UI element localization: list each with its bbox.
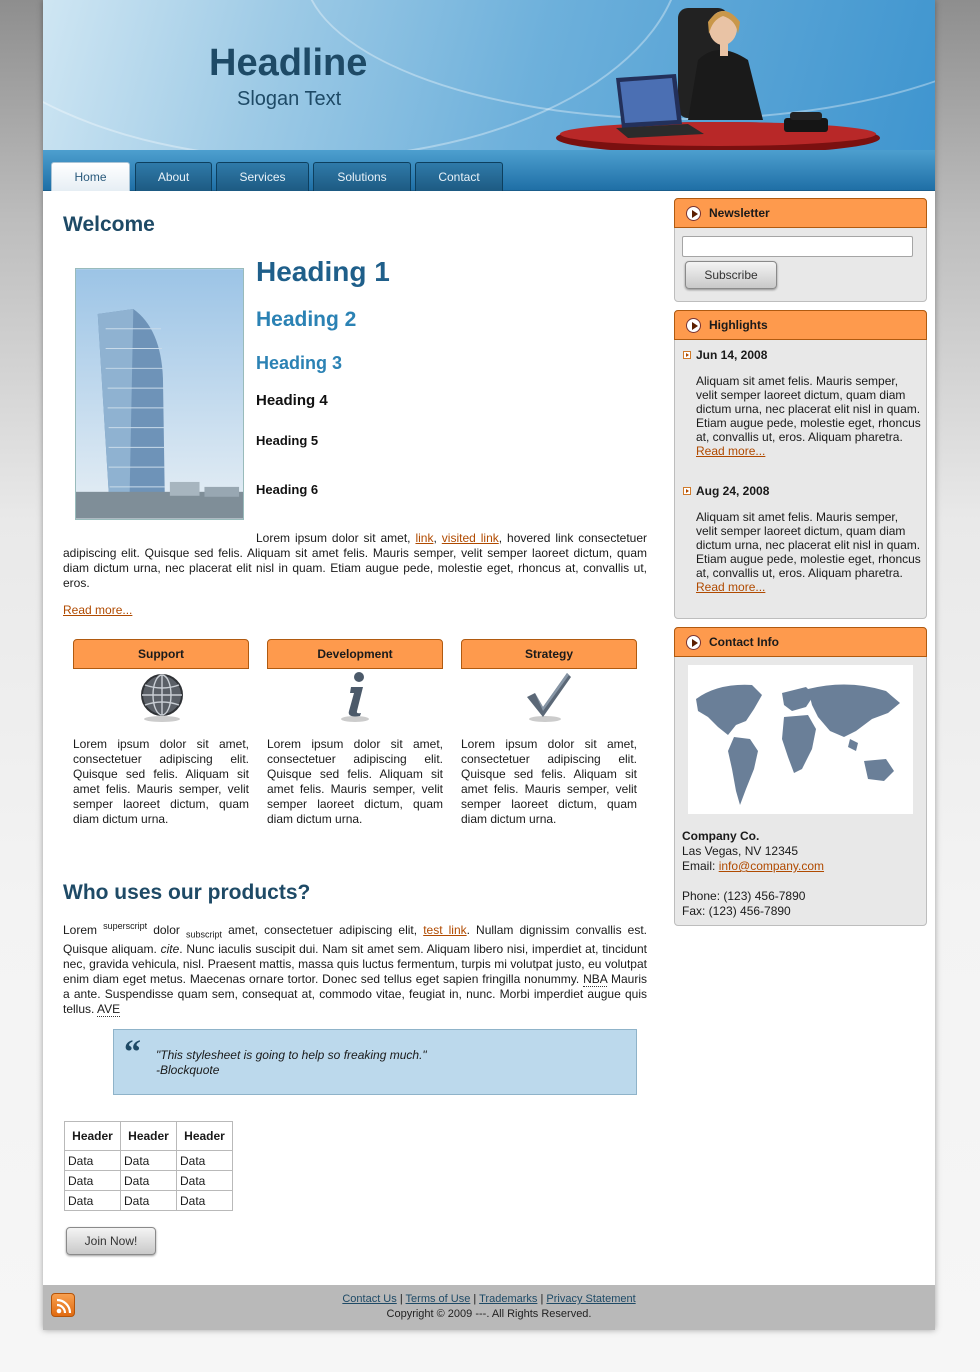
globe-icon <box>137 673 187 723</box>
feature-icon-wrap <box>73 669 249 731</box>
spacer <box>682 874 824 889</box>
site-footer <box>43 1285 935 1330</box>
intro-link[interactable]: link <box>415 531 434 545</box>
cite-text: cite <box>160 942 180 957</box>
info-icon <box>335 671 375 723</box>
footer-link-contact-us[interactable]: Contact Us <box>342 1293 397 1305</box>
heading-1: Heading 1 <box>256 256 390 287</box>
intro-visited-link[interactable]: visited link <box>441 531 499 545</box>
subscript-text: subscript <box>185 929 222 940</box>
table-row <box>65 1171 233 1191</box>
footer-link-privacy[interactable]: Privacy Statement <box>546 1293 636 1305</box>
tab-solutions[interactable]: Solutions <box>313 162 411 191</box>
bullet-arrow-icon <box>686 206 701 221</box>
highlights-title: Highlights <box>709 318 768 332</box>
feature-title: Support <box>73 639 249 669</box>
table-cell: Data <box>65 1171 121 1191</box>
contact-details <box>682 829 824 919</box>
intro-paragraph <box>63 531 647 591</box>
checkmark-icon <box>525 671 573 723</box>
feature-text: Lorem ipsum dolor sit amet, consectetuer adipiscing elit. Quisque sed felis. Aliquam sit amet felis. Mauris semper, velit semper laoreet dictum, quam diam dictum urna. <box>461 737 637 826</box>
table-cell: Data <box>121 1191 177 1211</box>
highlights-panel <box>674 310 927 619</box>
email-link[interactable]: info@company.com <box>718 859 825 873</box>
tab-services[interactable]: Services <box>216 162 309 191</box>
phone-number: Phone: (123) 456-7890 <box>682 889 806 903</box>
superscript-text: superscript <box>103 921 148 931</box>
who-text: . Nullam dignissim convallis est. Quisque aliquam. <box>63 923 648 957</box>
feature-strategy <box>461 639 637 827</box>
blockquote <box>113 1029 637 1095</box>
test-link[interactable]: test link <box>423 923 467 937</box>
intro-text: , hovered link consectetuer adipiscing elit. Quisque sed felis. Aliquam sit amet felis. Mauris semper, velit semper laoreet dictum, quam diam dictum urna, nec placerat elit nisl in quam. Etiam augue pede, molestie eget, rhoncus at, convallis ut, eros. <box>63 531 648 590</box>
date-marker-icon <box>683 487 691 495</box>
footer-separator: | <box>396 1293 406 1305</box>
bullet-arrow-icon <box>686 635 701 650</box>
fax-number: Fax: (123) 456-7890 <box>682 904 791 918</box>
who-text: Mauris a ante. Suspendisse quam sem, consequat at, commodo vitae, feugiat in, nunc. Morbi imperdiet augue quis tellus. <box>63 972 647 1017</box>
bullet-arrow-icon <box>686 318 701 333</box>
welcome-heading: Welcome <box>63 213 155 236</box>
footer-separator: | <box>470 1293 480 1305</box>
footer-links <box>43 1293 935 1305</box>
highlights-header <box>674 310 927 340</box>
heading-3: Heading 3 <box>256 353 343 373</box>
company-name: Company Co. <box>682 829 760 843</box>
table-row <box>65 1151 233 1171</box>
who-text: dolor <box>147 923 186 937</box>
world-map-image <box>688 665 913 814</box>
highlight-text <box>696 374 921 458</box>
table-cell: Data <box>177 1191 233 1211</box>
heading-2: Heading 2 <box>256 308 357 331</box>
who-text: amet, consectetuer adipiscing elit, <box>222 923 424 937</box>
highlight-read-more-link[interactable]: Read more... <box>696 444 766 458</box>
header-businesswoman-image <box>548 0 888 150</box>
blockquote-text <box>156 1048 427 1078</box>
subscribe-button[interactable]: Subscribe <box>685 261 777 289</box>
company-address: Las Vegas, NV 12345 <box>682 844 799 858</box>
highlight-date: Aug 24, 2008 <box>696 484 770 498</box>
who-uses-heading: Who uses our products? <box>63 881 311 904</box>
table-header: Header <box>121 1122 177 1151</box>
footer-link-terms[interactable]: Terms of Use <box>405 1293 471 1305</box>
feature-support <box>73 639 249 827</box>
read-more-link[interactable]: Read more... <box>63 603 133 617</box>
abbr-ave: AVE <box>97 1002 121 1017</box>
feature-text: Lorem ipsum dolor sit amet, consectetuer adipiscing elit. Quisque sed felis. Aliquam sit amet felis. Mauris semper, velit semper laoreet dictum, quam diam dictum urna. <box>267 737 443 826</box>
copyright-text: Copyright © 2009 ---. All Rights Reserved. <box>386 1308 592 1320</box>
heading-5: Heading 5 <box>256 433 319 448</box>
who-paragraph <box>63 919 647 1017</box>
footer-separator: | <box>537 1293 547 1305</box>
email-line <box>682 859 824 874</box>
site-header <box>43 0 935 150</box>
newsletter-panel <box>674 198 927 302</box>
abbr-nba: NBA <box>583 972 608 987</box>
footer-link-trademarks[interactable]: Trademarks <box>479 1293 538 1305</box>
table-cell: Data <box>177 1171 233 1191</box>
email-label: Email: <box>682 859 719 873</box>
feature-title: Development <box>267 639 443 669</box>
highlight-body: Aliquam sit amet felis. Mauris semper, velit semper laoreet dictum, quam diam dictum urna, nec placerat elit nisl in quam. Etiam augue pede, molestie eget, rhoncus at, convallis ut, eros. Aliquam pharetra. <box>696 510 921 580</box>
contact-info-panel <box>674 627 927 926</box>
newsletter-header <box>674 198 927 228</box>
table-cell: Data <box>177 1151 233 1171</box>
join-now-button[interactable]: Join Now! <box>66 1227 156 1255</box>
heading-4: Heading 4 <box>256 392 328 409</box>
table-header-row <box>65 1122 233 1151</box>
highlight-text <box>696 510 921 594</box>
blockquote-line: "This stylesheet is going to help so freaking much." <box>156 1048 427 1062</box>
heading-6: Heading 6 <box>256 482 319 497</box>
feature-icon-wrap <box>267 669 443 731</box>
tab-about[interactable]: About <box>135 162 212 191</box>
feature-text: Lorem ipsum dolor sit amet, consectetuer adipiscing elit. Quisque sed felis. Aliquam sit amet felis. Mauris semper, velit semper laoreet dictum, quam diam dictum urna. <box>73 737 249 826</box>
page-container <box>43 0 935 1330</box>
who-text: . Nunc iaculis suscipit dui. Nam sit amet sem. Aliquam libero nisi, imperdiet at, tincidunt nec, gravida vehicula, nisl. Praesent mattis, massa quis luctus fermentum, turpis mi volutpat justo, eu volutpat enim diam eget metus. Maecenas ornare tortor. Donec sed tellus eget sapien fringilla nonummy. <box>63 942 647 987</box>
main-navigation <box>43 150 935 191</box>
date-marker-icon <box>683 351 691 359</box>
table-cell: Data <box>65 1151 121 1171</box>
newsletter-title: Newsletter <box>709 206 770 220</box>
data-table <box>64 1121 233 1211</box>
tab-contact[interactable]: Contact <box>415 162 503 191</box>
blockquote-attribution: -Blockquote <box>156 1063 220 1077</box>
table-header: Header <box>65 1122 121 1151</box>
highlight-body: Aliquam sit amet felis. Mauris semper, velit semper laoreet dictum, quam diam dictum urna, nec placerat elit nisl in quam. Etiam augue pede, molestie eget, rhoncus at, convallis ut, eros. Aliquam pharetra. <box>696 374 921 444</box>
feature-title: Strategy <box>461 639 637 669</box>
who-text: Lorem <box>63 923 104 937</box>
table-cell: Data <box>121 1171 177 1191</box>
highlight-date: Jun 14, 2008 <box>696 348 768 362</box>
feature-icon-wrap <box>461 669 637 731</box>
contact-info-title: Contact Info <box>709 635 779 649</box>
intro-text: Lorem ipsum dolor sit amet, <box>256 531 416 545</box>
site-title: Headline <box>209 42 368 84</box>
feature-development <box>267 639 443 827</box>
contact-info-header <box>674 627 927 657</box>
intro-text: , <box>433 531 442 545</box>
table-header: Header <box>177 1122 233 1151</box>
table-cell: Data <box>121 1151 177 1171</box>
table-cell: Data <box>65 1191 121 1211</box>
table-row <box>65 1191 233 1211</box>
newsletter-email-input[interactable] <box>682 236 913 257</box>
site-slogan: Slogan Text <box>237 88 342 110</box>
quote-mark-icon: “ <box>124 1034 141 1071</box>
highlight-read-more-link[interactable]: Read more... <box>696 580 766 594</box>
tab-home[interactable]: Home <box>51 162 130 191</box>
building-image <box>75 268 244 520</box>
